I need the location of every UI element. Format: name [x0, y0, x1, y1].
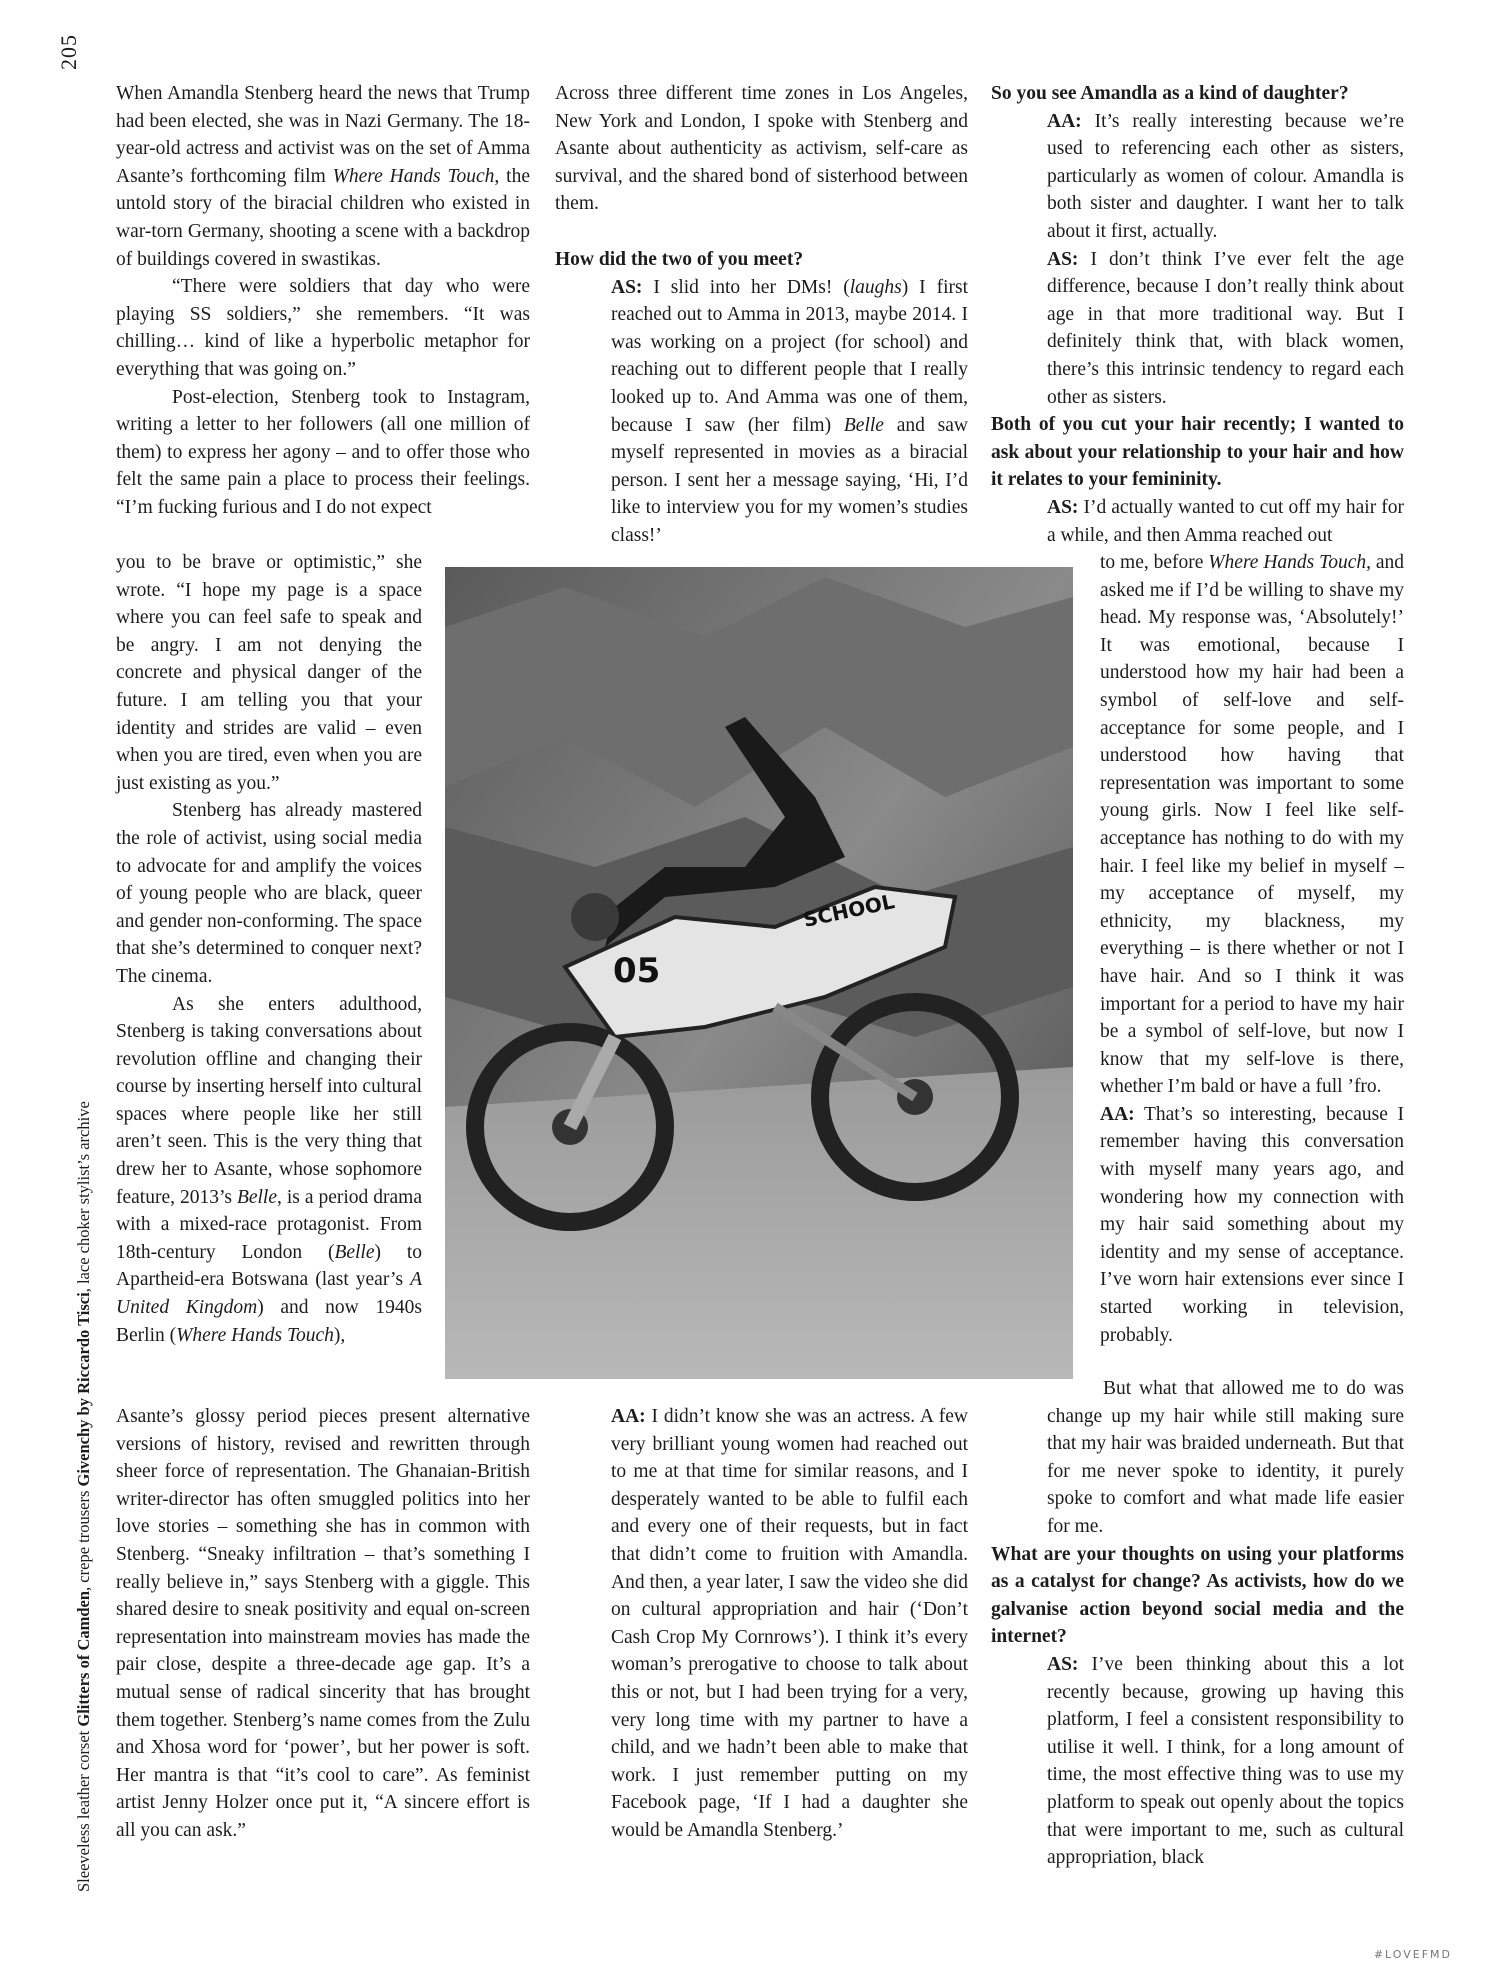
paragraph-3-cont: you to be brave or optimistic,” she wrote. “I hope my page is a space where you can feel safe to speak and be angry. I am not denying the concrete and physical danger of the future. I am telling you that your identity and strides are valid – even when you are tired, even when you are just existing as you.” [116, 552, 422, 794]
question-3: Both of you cut your hair recently; I wanted to ask about your relationship to your hair and how it relates to your femininity. [991, 414, 1404, 491]
column-1-top [116, 80, 530, 522]
column-3-narrow [1100, 549, 1404, 1349]
question-2: So you see Amandla as a kind of daughter? [991, 83, 1349, 104]
answer-as-2: AS: I don’t think I’ve ever felt the age difference, because I don’t really think about age in that more traditional way. But I definitely think that, with black women, there’s this intrinsic tendency to regard each other as sisters. [1047, 248, 1404, 408]
bike-number: 05 [613, 951, 661, 991]
column-2-top [555, 80, 968, 550]
column-1-narrow [116, 549, 422, 1349]
watermark: #LOVEFMD [1373, 1948, 1452, 1961]
paragraph-5: As she enters adulthood, Stenberg is taking conversations about revolution offline and changing their course by inserting herself into cultural spaces where people like her still aren’t seen. This is the very thing that drew her to Asante, whose sophomore feature, 2013’s Belle, is a period drama with a mixed-race protagonist. From 18th-century London (Belle) to Apartheid-era Botswana (last year’s A United Kingdom) and now 1940s Berlin (Where Hands Touch), [116, 993, 422, 1346]
bike-decal: SCHOOL [801, 889, 897, 932]
paragraph-4: Stenberg has already mastered the role of activist, using social media to advocate for and amplify the voices of young people who are black, queer and gender non-conforming. The space that she’s determined to conquer next? The cinema. [116, 800, 422, 987]
answer-aa-2: AA: It’s really interesting because we’re used to referencing each other as sisters, particularly as women of colour. Amandla is both sister and daughter. I want her to talk about it first, actually. [1047, 110, 1404, 242]
column-3-bottom [991, 1375, 1404, 1872]
intro-paragraph: Across three different time zones in Los Angeles, New York and London, I spoke with Stenberg and Asante about authenticity as activism, self-care as survival, and the shared bond of sisterhood between them. [555, 83, 968, 215]
answer-as-4: AS: I’ve been thinking about this a lot recently because, growing up having this platform, I feel a consistent responsibility to utilise it well. I think, for a long amount of time, the most effective thing was to use my platform to speak out openly about the topics that were important to me, such as cultural appropriation, black [1047, 1653, 1404, 1869]
answer-as-3-start: AS: I’d actually wanted to cut off my hair for a while, and then Amma reached out [1047, 496, 1404, 546]
question-4: What are your thoughts on using your platforms as a catalyst for change? As activists, how do we galvanise action beyond social media and the internet? [991, 1543, 1404, 1648]
motorcycle-photo [445, 567, 1073, 1379]
column-3-top [991, 80, 1404, 549]
paragraph-5-cont: Asante’s glossy period pieces present alternative versions of history, revised and rewritten through sheer force of representation. The Ghanaian-British writer-director has often smuggled politics into her love stories – something she has in common with Stenberg. “Sneaky infiltration – that’s something I really believe in,” says Stenberg with a giggle. This shared desire to sneak positivity and equal on-screen representation into mainstream movies has made the pair close, despite a three-decade age gap. It’s a mutual sense of radical sincerity that has brought them together. Stenberg’s name comes from the Zulu and Xhosa word for ‘power’, but her power is soft. Her mantra is that “it’s cool to care”. As feminist artist Jenny Holzer once put it, “A sincere effort is all you can ask.” [116, 1406, 530, 1841]
answer-aa-3-cont: But what that allowed me to do was change up my hair while still making sure that my hair was braided underneath. But that for me never spoke to identity, it purely spoke to comfort and what made life easier for me. [1047, 1378, 1404, 1537]
answer-as-3: to me, before Where Hands Touch, and asked me if I’d be willing to shave my head. My response was, ‘Absolutely!’ It was emotional, because I understood how my hair had been a symbol of self-love and self-acceptance for some people, and I understood how having that representation was important to some young girls. Now I feel like self-acceptance has nothing to do with my hair. I feel like my belief in myself – my acceptance of myself, my ethnicity, my blackness, my everything – is there whether or not I have hair. And so I think it was important for a period to have my hair be a symbol of self-love, but now I know that my self-love is there, whether I’m bald or have a full ’fro. [1100, 552, 1405, 1098]
answer-aa-1: AA: I didn’t know she was an actress. A few very brilliant young women had reached out to me at that time for similar reasons, and I desperately wanted to be able to fulfil each and every one of their requests, but in fact that didn’t come to fruition with Amandla. And then, a year later, I saw the video she did on cultural appropriation and hair (‘Don’t Cash Crop My Cornrows’). I think it’s every woman’s prerogative to choose to talk about this or not, but I had been trying for a very, very long time with my partner to have a child, and we hadn’t been able to make that work. I just remember putting on my Facebook page, ‘If I had a daughter she would be Amandla Stenberg.’ [611, 1406, 968, 1841]
question-1: How did the two of you meet? [555, 248, 804, 270]
photo-credit: Sleeveless leather corset Glitters of Camden, crepe trousers Givenchy by Riccardo Tisci, lace choker stylist’s archive [74, 1101, 93, 1892]
paragraph-2: “There were soldiers that day who were playing SS soldiers,” she remembers. “It was chilling… kind of like a hyperbolic metaphor for everything that was going on.” [116, 276, 530, 380]
photo-illustration [445, 567, 1073, 1379]
rider-head [571, 893, 619, 941]
column-1-bottom [116, 1403, 530, 1845]
column-2-bottom [611, 1403, 968, 1845]
page-number: 205 [56, 34, 81, 70]
paragraph-3: Post-election, Stenberg took to Instagram, writing a letter to her followers (all one million of them) to express her agony – and to offer those who felt the same pain a place to process their feelings. “I’m fucking furious and I do not expect [116, 386, 530, 518]
answer-as-1: AS: I slid into her DMs! (laughs) I first reached out to Amma in 2013, maybe 2014. I was working on a project (for school) and reaching out to different people that I really looked up to. And Amma was one of them, because I saw (her film) Belle and saw myself represented in movies as a biracial person. I sent her a message saying, ‘Hi, I’d like to interview you for my women’s studies class!’ [611, 276, 968, 546]
answer-aa-3: AA: That’s so interesting, because I remember having this conversation with myself many years ago, and wondering how my connection with my hair said something about my identity and my sense of acceptance. I’ve worn hair extensions ever since I started working in television, probably. [1100, 1103, 1404, 1346]
paragraph-1: When Amandla Stenberg heard the news that Trump had been elected, she was in Nazi Germany. The 18-year-old actress and activist was on the set of Amma Asante’s forthcoming film Where Hands Touch, the untold story of the biracial children who existed in war-torn Germany, shooting a scene with a backdrop of buildings covered in swastikas. [116, 83, 530, 270]
